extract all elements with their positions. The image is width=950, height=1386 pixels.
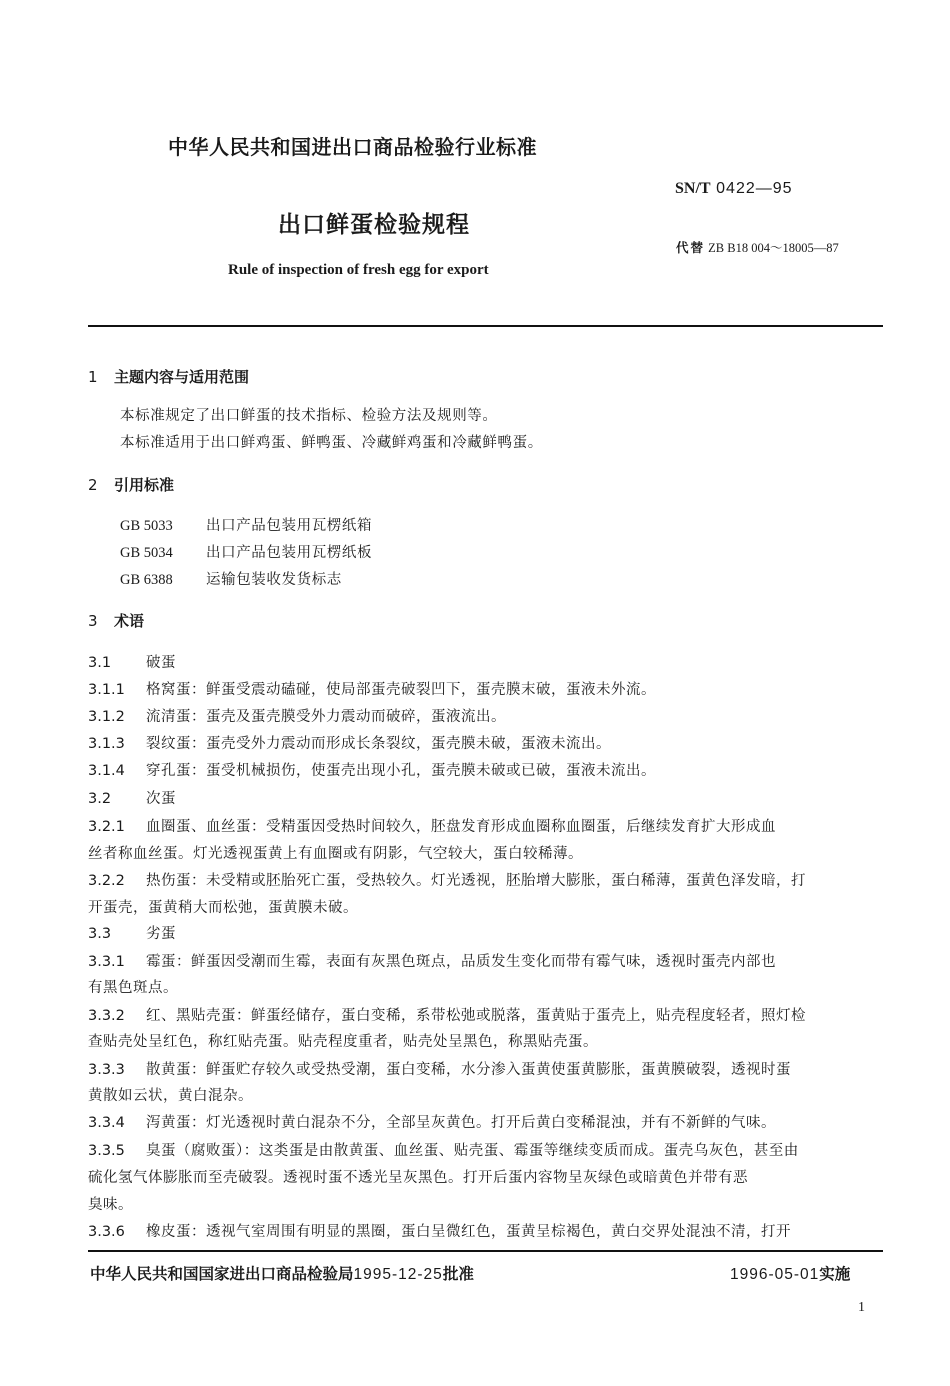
clause-continuation: 黄散如云状，黄白混杂。 xyxy=(88,1088,253,1104)
standard-code-prefix: SN/T xyxy=(675,180,711,197)
clause-number: 3.1.3 xyxy=(88,736,125,752)
clause xyxy=(88,869,806,890)
clause-text: 红、黑贴壳蛋：鲜蛋经储存，蛋白变稀，系带松弛或脱落，蛋黄贴于蛋壳上，贴壳程度轻者，照灯检 xyxy=(146,1008,806,1024)
section-number: 3 xyxy=(88,612,98,630)
clause xyxy=(88,759,656,780)
clause xyxy=(88,1220,791,1241)
clause-text: 霉蛋：鲜蛋因受潮而生霉，表面有灰黑色斑点，品质发生变化而带有霉气味，透视时蛋壳内部也 xyxy=(146,954,776,970)
clause-number: 3.3.5 xyxy=(88,1143,125,1159)
section-title: 引用标准 xyxy=(114,476,175,494)
approval-line xyxy=(90,1262,474,1284)
effective-date: 1996-05-01 xyxy=(730,1266,820,1283)
clause-text: 散黄蛋：鲜蛋贮存较久或受热受潮，蛋白变稀，水分渗入蛋黄使蛋黄膨胀，蛋黄膜破裂，透视时蛋 xyxy=(146,1062,791,1078)
page-number: 1 xyxy=(858,1300,865,1315)
clause-text: 血圈蛋、血丝蛋：受精蛋因受热时间较久，胚盘发育形成血圈称血圈蛋，后继续发育扩大形成血 xyxy=(146,819,776,835)
clause-number: 3.3.1 xyxy=(88,954,125,970)
section-number: 1 xyxy=(88,368,98,386)
footer-divider xyxy=(88,1250,883,1252)
clause-continuation: 硫化氢气体膨胀而至壳破裂。透视时蛋不透光呈灰黑色。打开后蛋内容物呈灰绿色或暗黄色并带有恶 xyxy=(88,1170,748,1186)
reference-title: 出口产品包装用瓦楞纸箱 xyxy=(206,518,373,534)
clause-text: 穿孔蛋：蛋受机械损伤，使蛋壳出现小孔，蛋壳膜未破或已破，蛋液未流出。 xyxy=(146,763,656,779)
reference-row xyxy=(120,568,342,589)
clause-continuation: 臭味。 xyxy=(88,1197,133,1213)
document-title: 出口鲜蛋检验规程 xyxy=(278,212,470,238)
clause xyxy=(88,922,176,943)
clause-number: 3.1.4 xyxy=(88,763,125,779)
english-title: Rule of inspection of fresh egg for export xyxy=(228,262,489,278)
clause xyxy=(88,815,776,836)
clause-number: 3.3 xyxy=(88,926,112,942)
clause-number: 3.2.2 xyxy=(88,873,125,889)
reference-code: GB 5033 xyxy=(120,518,173,534)
clause-number: 3.3.6 xyxy=(88,1224,125,1240)
clause-number: 3.3.3 xyxy=(88,1062,125,1078)
reference-title: 出口产品包装用瓦楞纸板 xyxy=(206,545,373,561)
paragraph: 本标准规定了出口鲜蛋的技术指标、检验方法及规则等。 xyxy=(120,408,498,424)
clause-text: 劣蛋 xyxy=(146,926,176,942)
clause xyxy=(88,950,776,971)
section-heading xyxy=(88,366,249,387)
clause xyxy=(88,1004,806,1025)
clause-continuation: 有黑色斑点。 xyxy=(88,980,178,996)
clause-number: 3.1.1 xyxy=(88,682,125,698)
paragraph: 本标准适用于出口鲜鸡蛋、鲜鸭蛋、冷藏鲜鸡蛋和冷藏鲜鸭蛋。 xyxy=(120,435,543,451)
clause-number: 3.1 xyxy=(88,655,112,671)
issuer: 中华人民共和国国家进出口商品检验局 xyxy=(90,1265,354,1283)
clause-text: 流清蛋：蛋壳及蛋壳膜受外力震动而破碎，蛋液流出。 xyxy=(146,709,506,725)
clause-continuation: 开蛋壳，蛋黄稍大而松弛，蛋黄膜未破。 xyxy=(88,900,358,916)
clause-number: 3.3.4 xyxy=(88,1115,125,1131)
clause-text: 热伤蛋：未受精或胚胎死亡蛋，受热较久。灯光透视，胚胎增大膨胀，蛋白稀薄，蛋黄色泽发暗，打 xyxy=(146,873,806,889)
standard-code xyxy=(675,178,793,198)
reference-code: GB 6388 xyxy=(120,572,173,588)
clause xyxy=(88,732,611,753)
section-heading xyxy=(88,610,144,631)
section-number: 2 xyxy=(88,476,98,494)
clause-text: 格窝蛋：鲜蛋受震动磕碰，使局部蛋壳破裂凹下，蛋壳膜末破，蛋液未外流。 xyxy=(146,682,656,698)
clause-text: 裂纹蛋：蛋壳受外力震动而形成长条裂纹，蛋壳膜未破，蛋液未流出。 xyxy=(146,736,611,752)
clause-continuation: 查贴壳处呈红色，称红贴壳蛋。贴壳程度重者，贴壳处呈黑色，称黑贴壳蛋。 xyxy=(88,1034,598,1050)
clause xyxy=(88,787,176,808)
reference-title: 运输包装收发货标志 xyxy=(206,572,342,588)
clause-text: 次蛋 xyxy=(146,791,176,807)
replaces-value: ZB B18 004～18005—87 xyxy=(708,241,839,255)
replaces-note xyxy=(676,238,839,256)
reference-row xyxy=(120,541,372,562)
clause xyxy=(88,1111,776,1132)
section-title: 术语 xyxy=(114,612,145,630)
reference-row xyxy=(120,514,372,535)
header-divider xyxy=(88,325,883,327)
clause-text: 臭蛋（腐败蛋）：这类蛋是由散黄蛋、血丝蛋、贴壳蛋、霉蛋等继续变质而成。蛋壳乌灰色，甚至由 xyxy=(146,1143,799,1159)
clause-text: 橡皮蛋：透视气室周围有明显的黑圈，蛋白呈微红色，蛋黄呈棕褐色，黄白交界处混浊不清，打开 xyxy=(146,1224,791,1240)
effective-label: 实施 xyxy=(819,1265,851,1283)
clause xyxy=(88,651,176,672)
clause-number: 3.2 xyxy=(88,791,112,807)
standard-code-number: 0422—95 xyxy=(716,180,793,197)
clause xyxy=(88,1058,791,1079)
section-title: 主题内容与适用范围 xyxy=(114,368,250,386)
clause xyxy=(88,678,656,699)
clause xyxy=(88,705,506,726)
reference-code: GB 5034 xyxy=(120,545,173,561)
clause-number: 3.2.1 xyxy=(88,819,125,835)
clause-number: 3.3.2 xyxy=(88,1008,125,1024)
org-title: 中华人民共和国进出口商品检验行业标准 xyxy=(168,135,537,159)
replaces-label: 代替 xyxy=(676,240,706,255)
clause xyxy=(88,1139,799,1160)
clause-continuation: 丝者称血丝蛋。灯光透视蛋黄上有血圈或有阴影，气空较大，蛋白较稀薄。 xyxy=(88,846,583,862)
approval-label: 批准 xyxy=(442,1265,474,1283)
section-heading xyxy=(88,474,174,495)
effective-line xyxy=(730,1262,850,1284)
clause-text: 泻黄蛋：灯光透视时黄白混杂不分，全部呈灰黄色。打开后黄白变稀混浊，并有不新鲜的气味。 xyxy=(146,1115,776,1131)
clause-text: 破蛋 xyxy=(146,655,176,671)
clause-number: 3.1.2 xyxy=(88,709,125,725)
approval-date: 1995-12-25 xyxy=(353,1266,443,1283)
